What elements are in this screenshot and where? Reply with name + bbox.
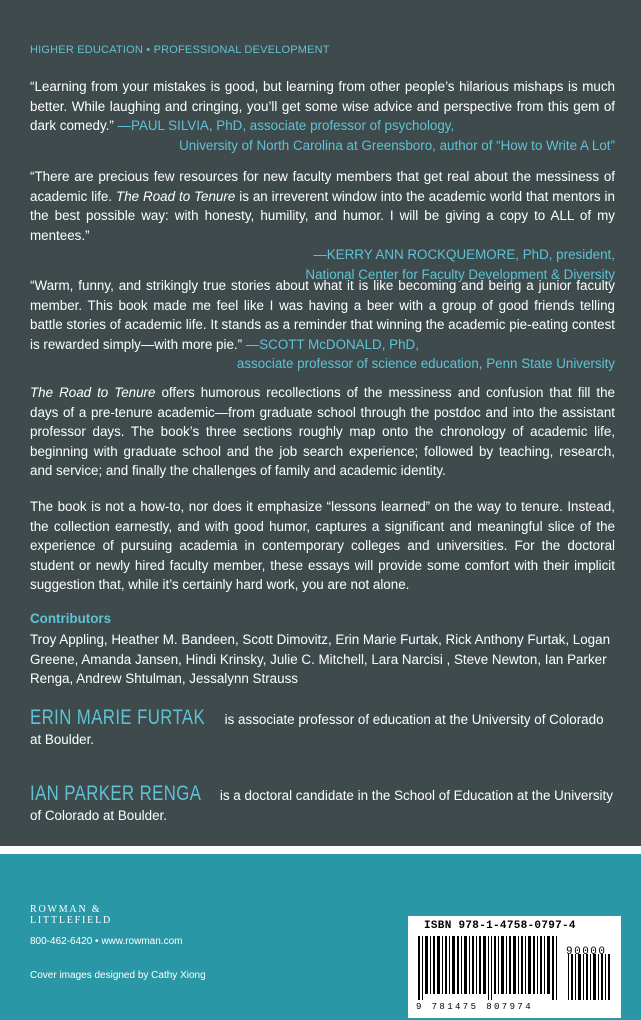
back-cover-footer	[0, 854, 641, 1020]
blurb-attribution: —SCOTT McDONALD, PhD,	[245, 336, 419, 352]
publisher-logo	[30, 904, 112, 926]
book-title-inline: The Road to Tenure	[116, 188, 236, 204]
blurb-attribution-affiliation: University of North Carolina at Greensboro, author of “How to Write A Lot”	[179, 137, 615, 153]
author-name: IAN PARKER RENGA	[30, 782, 202, 805]
blurb-attribution: —PAUL SILVIA, PhD, associate professor of psychology,	[117, 118, 455, 133]
blurb-attribution: —KERRY ANN ROCKQUEMORE, PhD, president,	[313, 247, 615, 262]
author-bio-text: is a doctoral candidate in the School of Education at the University of Colorado at Boulder.	[30, 788, 613, 823]
publisher-line-2: LITTLEFIELD	[30, 915, 113, 926]
blurb-mcdonald	[30, 276, 615, 374]
contributors-heading: Contributors	[30, 611, 112, 626]
blurb-text: “Warm, funny, and strikingly true stories about what it is like becoming and being a junior faculty member. This book made me feel like I was having a beer with a group of good friends telling battle stories of academic life. It stands as a reminder that winning the academic pie-eating contest is rewarded simply—with more pie.”	[30, 278, 615, 352]
blurb-silvia	[30, 77, 615, 155]
description-paragraph-2: The book is not a how-to, nor does it emphasize “lessons learned” on the way to tenure. Instead, the collection earnestly, and with good humor, captures a significant and meaningful slice of the experience of pursuing academia in contemporary colleges and universities. For the doctoral student or newly hired faculty member, these essays will provide some comfort with their implicit suggestion that, while it’s certainly hard work, you are not alone.	[30, 499, 615, 592]
blurb-attribution-affiliation: National Center for Faculty Development & Diversity	[305, 266, 615, 282]
book-title: The Road to Tenure	[30, 385, 156, 400]
blurb-text-continued: is an irreverent window into the academic world that mentors in the best possible way: with honesty, humility, and humor. I will be giving a copy to ALL of my mentees.”	[30, 188, 615, 243]
blurb-text: “Learning from your mistakes is good, but learning from other people’s hilarious mishaps is much better. While laughing and cringing, you’ll get some wise advice and perspective from this gem of dark comedy.”	[30, 79, 615, 133]
publisher-line-1: ROWMAN &	[30, 904, 102, 915]
blurb-rockquemore	[30, 167, 615, 284]
blurb-attribution-affiliation: associate professor of science education, Penn State University	[236, 356, 615, 371]
publisher-contact: 800-462-6420 • www.rowman.com	[30, 936, 183, 947]
barcode-digits: 9 781475 807974	[416, 1002, 534, 1012]
section-divider	[0, 846, 641, 854]
category-label: HIGHER EDUCATION • PROFESSIONAL DEVELOPMENT	[30, 44, 330, 56]
author-bio-furtak	[30, 708, 615, 749]
description-paragraph-1	[30, 383, 615, 481]
contributors-list: Troy Appling, Heather M. Bandeen, Scott Dimovitz, Erin Marie Furtak, Rick Anthony Furtak, Logan Greene, Amanda Jansen, Hindi Krinsky, Julie C. Mitchell, Lara Narcisi , Steve Newton, Ian Parker Renga, Andrew Shtulman, Jessalynn Strauss	[30, 632, 611, 686]
author-bio-renga	[30, 784, 615, 825]
price-code: 90000	[566, 946, 607, 958]
isbn-text: ISBN 978-1-4758-0797-4	[424, 920, 576, 932]
author-name: ERIN MARIE FURTAK	[30, 706, 206, 729]
isbn-barcode	[408, 916, 621, 1018]
cover-credit: Cover images designed by Cathy Xiong	[30, 970, 206, 981]
blurb-text: “There are precious few resources for new faculty members that get real about the messiness of academic life.	[30, 169, 615, 204]
author-bio-text: is associate professor of education at the University of Colorado at Boulder.	[30, 712, 604, 747]
description-text: offers humorous recollections of the messiness and confusion that fill the days of a pre-tenure academic—from graduate school through the postdoc and into the assistant professor days. The book’s three sections roughly map onto the chronology of academic life, beginning with graduate school and the job search experience; followed by teaching, research, and service; and finally the challenges of family and academic identity.	[30, 385, 615, 478]
